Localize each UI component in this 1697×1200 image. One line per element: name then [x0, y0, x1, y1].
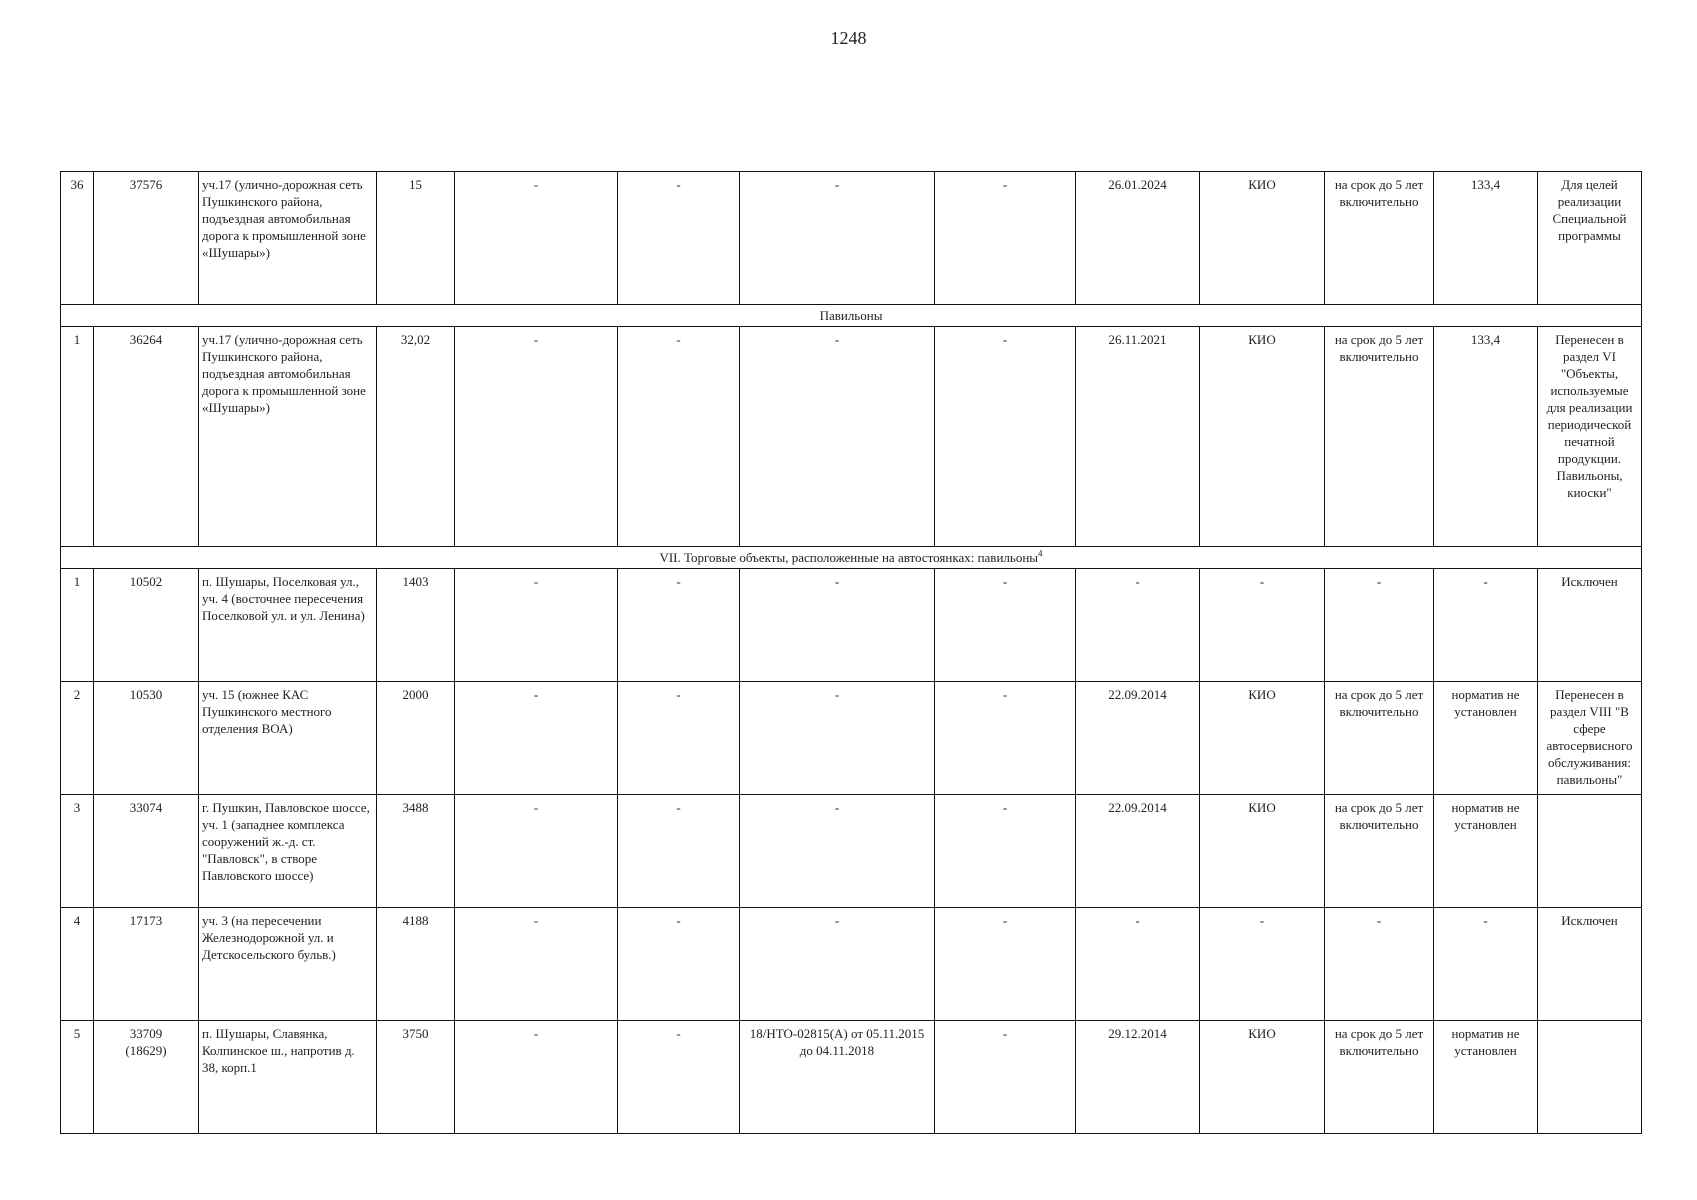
cell-5: -: [455, 327, 618, 547]
address: уч.17 (улично-дорожная сеть Пушкинского района, подъездная автомобильная дорога к промышленной зоне «Шушары»): [199, 172, 377, 305]
date: 26.11.2021: [1076, 327, 1200, 547]
row-number: 1: [61, 327, 94, 547]
term: -: [1325, 908, 1434, 1021]
cell-5: -: [455, 908, 618, 1021]
area: 3750: [377, 1021, 455, 1134]
object-code-cell: [94, 1021, 199, 1134]
note: Для целей реализации Специальной программы: [1538, 172, 1642, 305]
rate: норматив не установлен: [1434, 682, 1538, 795]
address: уч. 15 (южнее КАС Пушкинского местного отделения ВОА): [199, 682, 377, 795]
section-title-pavilions: Павильоны: [61, 305, 1642, 327]
cell-6: -: [618, 569, 740, 682]
cell-7: -: [740, 569, 935, 682]
section-title-text: VII. Торговые объекты, расположенные на автостоянках: павильоны: [659, 550, 1039, 565]
cell-6: -: [618, 795, 740, 908]
area: 32,02: [377, 327, 455, 547]
table-row: [61, 569, 1642, 682]
date: 22.09.2014: [1076, 795, 1200, 908]
note: Перенесен в раздел VI "Объекты, используемые для реализации периодической печатной продукции. Павильоны, киоски": [1538, 327, 1642, 547]
object-code: 10502: [94, 569, 199, 682]
term: -: [1325, 569, 1434, 682]
page-number: 1248: [830, 28, 867, 48]
organization: КИО: [1200, 172, 1325, 305]
cell-8: -: [935, 569, 1076, 682]
table-row: [61, 327, 1642, 547]
cell-5: -: [455, 795, 618, 908]
note: Исключен: [1538, 908, 1642, 1021]
cell-7: -: [740, 327, 935, 547]
section-header-row: [61, 305, 1642, 327]
term: на срок до 5 лет включительно: [1325, 327, 1434, 547]
cell-6: -: [618, 327, 740, 547]
rate: 133,4: [1434, 327, 1538, 547]
footnote-mark: 4: [1038, 548, 1043, 559]
cell-8: -: [935, 795, 1076, 908]
address: уч. 3 (на пересечении Железнодорожной ул. и Детскосельского бульв.): [199, 908, 377, 1021]
object-code: 10530: [94, 682, 199, 795]
date: 22.09.2014: [1076, 682, 1200, 795]
rate: норматив не установлен: [1434, 1021, 1538, 1134]
object-code: 33709: [129, 1026, 163, 1041]
cell-5: -: [455, 682, 618, 795]
organization: КИО: [1200, 1021, 1325, 1134]
rate: -: [1434, 908, 1538, 1021]
rate: норматив не установлен: [1434, 795, 1538, 908]
address: п. Шушары, Славянка, Колпинское ш., напротив д. 38, корп.1: [199, 1021, 377, 1134]
note: Исключен: [1538, 569, 1642, 682]
row-number: 2: [61, 682, 94, 795]
term: на срок до 5 лет включительно: [1325, 172, 1434, 305]
object-code: 37576: [94, 172, 199, 305]
area: 2000: [377, 682, 455, 795]
rate: 133,4: [1434, 172, 1538, 305]
cell-8: -: [935, 682, 1076, 795]
area: 4188: [377, 908, 455, 1021]
address: уч.17 (улично-дорожная сеть Пушкинского района, подъездная автомобильная дорога к промышленной зоне «Шушары»): [199, 327, 377, 547]
table-row: [61, 795, 1642, 908]
registry-table: [60, 171, 1642, 1134]
cell-5: -: [455, 172, 618, 305]
address: г. Пушкин, Павловское шоссе, уч. 1 (западнее комплекса сооружений ж.-д. ст. "Павловск", в створе Павловского шоссе): [199, 795, 377, 908]
cell-8: -: [935, 172, 1076, 305]
date: -: [1076, 569, 1200, 682]
object-code-secondary: (18629): [125, 1043, 167, 1058]
date: -: [1076, 908, 1200, 1021]
cell-7: -: [740, 908, 935, 1021]
note: [1538, 1021, 1642, 1134]
cell-7: -: [740, 682, 935, 795]
organization: КИО: [1200, 682, 1325, 795]
area: 15: [377, 172, 455, 305]
cell-7: -: [740, 172, 935, 305]
row-number: 36: [61, 172, 94, 305]
organization: -: [1200, 908, 1325, 1021]
table-row: [61, 682, 1642, 795]
table-row: [61, 1021, 1642, 1134]
cell-6: -: [618, 682, 740, 795]
cell-8: -: [935, 1021, 1076, 1134]
row-number: 3: [61, 795, 94, 908]
row-number: 1: [61, 569, 94, 682]
cell-6: -: [618, 172, 740, 305]
area: 1403: [377, 569, 455, 682]
cell-6: -: [618, 1021, 740, 1134]
cell-8: -: [935, 908, 1076, 1021]
term: на срок до 5 лет включительно: [1325, 795, 1434, 908]
contract: 18/НТО-02815(А) от 05.11.2015 до 04.11.2018: [740, 1021, 935, 1134]
row-number: 5: [61, 1021, 94, 1134]
table-row: [61, 908, 1642, 1021]
object-code: 33074: [94, 795, 199, 908]
area: 3488: [377, 795, 455, 908]
row-number: 4: [61, 908, 94, 1021]
organization: КИО: [1200, 795, 1325, 908]
address: п. Шушары, Поселковая ул., уч. 4 (восточнее пересечения Поселковой ул. и ул. Ленина): [199, 569, 377, 682]
cell-7: -: [740, 795, 935, 908]
organization: -: [1200, 569, 1325, 682]
date: 29.12.2014: [1076, 1021, 1200, 1134]
cell-8: -: [935, 327, 1076, 547]
object-code: 36264: [94, 327, 199, 547]
section-title-vii: [61, 547, 1642, 569]
organization: КИО: [1200, 327, 1325, 547]
date: 26.01.2024: [1076, 172, 1200, 305]
table-row: [61, 172, 1642, 305]
rate: -: [1434, 569, 1538, 682]
note: Перенесен в раздел VIII "В сфере автосервисного обслуживания: павильоны": [1538, 682, 1642, 795]
section-header-row: [61, 547, 1642, 569]
term: на срок до 5 лет включительно: [1325, 1021, 1434, 1134]
cell-5: -: [455, 569, 618, 682]
cell-5: -: [455, 1021, 618, 1134]
term: на срок до 5 лет включительно: [1325, 682, 1434, 795]
note: [1538, 795, 1642, 908]
cell-6: -: [618, 908, 740, 1021]
object-code: 17173: [94, 908, 199, 1021]
